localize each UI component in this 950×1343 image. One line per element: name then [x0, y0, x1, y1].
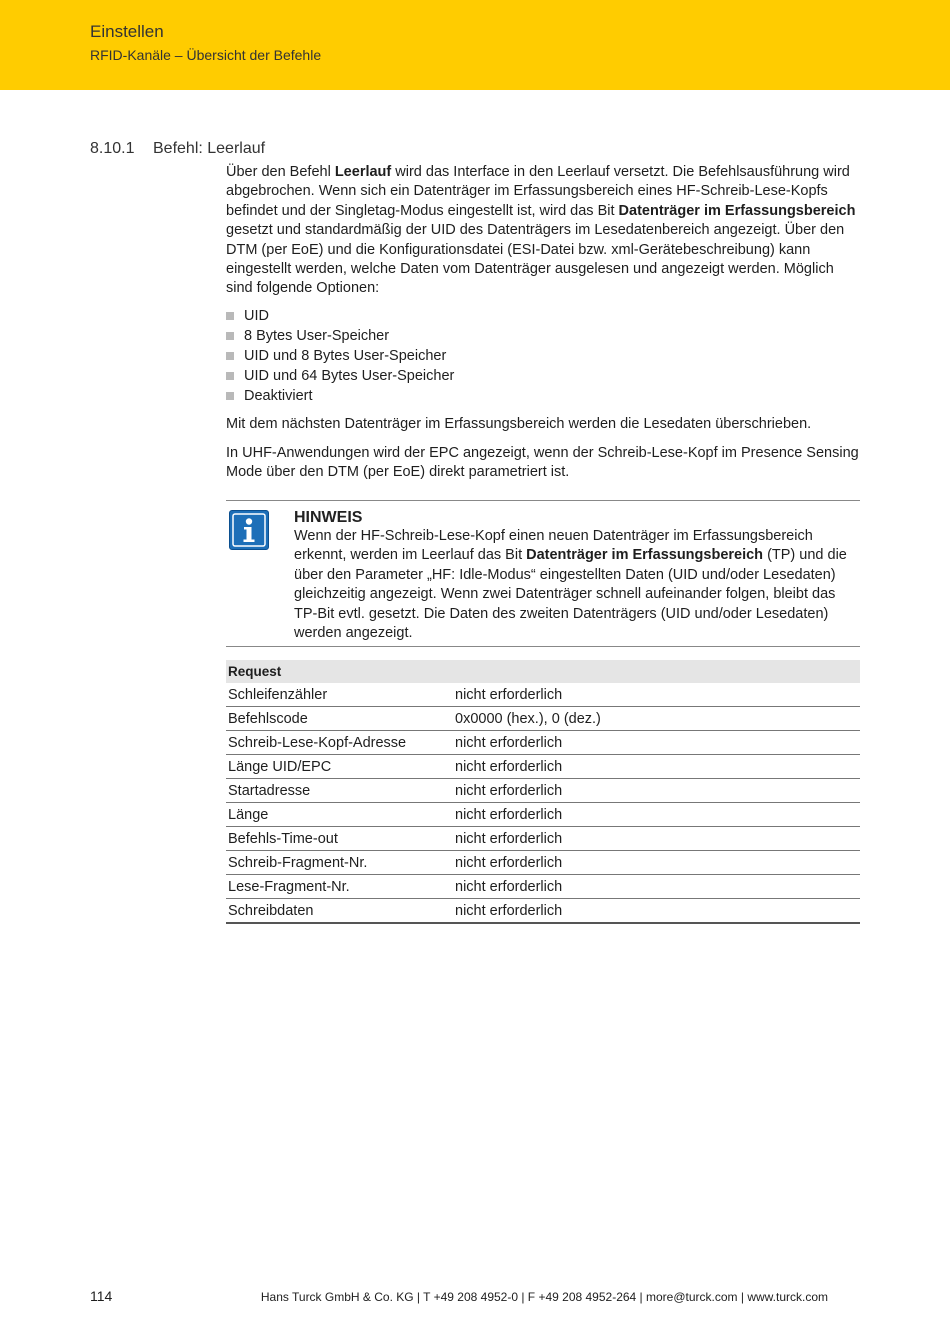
table-header: Request — [226, 660, 860, 683]
table-cell-param: Lese-Fragment-Nr. — [226, 875, 453, 899]
intro-text-3: gesetzt und standardmäßig der UID des Datenträgers im Lesedatenbereich angezeigt. Über den DTM (per EoE) und die Konfigurationsdatei (ESI-Datei bzw. xml-Gerätebeschreibung) kann eingestellt werden, welche Daten vom Datenträger ausgelesen und angezeigt werden. Möglich sind folgende Optionen: — [226, 222, 845, 297]
list-item-label: UID — [244, 308, 269, 324]
note-heading: HINWEIS — [294, 509, 363, 526]
note-text-2: (TP) und die über den Parameter „HF: Idle-Modus“ eingestellten Daten (UID und/oder Lesedaten) gleichzeitig angezeigt. Wenn zwei Datenträger schnell aufeinander folgen, bleibt das TP-Bit evtl. gesetzt. Die Daten des zweiten Datenträgers (UID und/oder Lesedaten) werden angezeigt. — [294, 547, 847, 642]
table-header-row — [226, 660, 860, 683]
table-cell-param: Schleifenzähler — [226, 683, 453, 707]
table-row — [226, 755, 860, 779]
table-row — [226, 803, 860, 827]
paragraph-uhf: In UHF-Anwendungen wird der EPC angezeigt, wenn der Schreib-Lese-Kopf im Presence Sensing Mode über den DTM (per EoE) direkt parametriert ist. — [226, 445, 859, 481]
section-title: Befehl: Leerlauf — [153, 140, 266, 157]
table-row — [226, 731, 860, 755]
bullet-square-icon — [226, 312, 234, 320]
note-box — [226, 500, 860, 647]
paragraph-overwrite: Mit dem nächsten Datenträger im Erfassungsbereich werden die Lesedaten überschrieben. — [226, 416, 812, 432]
header-subtitle: RFID-Kanäle – Übersicht der Befehle — [90, 47, 322, 63]
table-cell-param: Schreibdaten — [226, 899, 453, 924]
table-cell-value: nicht erforderlich — [453, 731, 860, 755]
note-body — [294, 527, 854, 643]
bullet-square-icon — [226, 332, 234, 340]
table-cell-param: Länge UID/EPC — [226, 755, 453, 779]
table-row — [226, 851, 860, 875]
intro-bold-2: Datenträger im Erfassungsbereich — [618, 202, 856, 219]
request-table — [226, 660, 860, 924]
table-cell-value: nicht erforderlich — [453, 827, 860, 851]
table-cell-param: Schreib-Fragment-Nr. — [226, 851, 453, 875]
bullet-square-icon — [226, 352, 234, 360]
table-row — [226, 827, 860, 851]
table-cell-value: nicht erforderlich — [453, 803, 860, 827]
table-cell-value: nicht erforderlich — [453, 899, 860, 924]
list-item — [226, 366, 860, 386]
table-cell-param: Befehls-Time-out — [226, 827, 453, 851]
table-cell-param: Befehlscode — [226, 707, 453, 731]
list-item — [226, 326, 860, 346]
intro-bold-1: Leerlauf — [334, 164, 392, 180]
page-number: 114 — [90, 1288, 113, 1304]
note-bold-1: Datenträger im Erfassungsbereich — [526, 547, 764, 564]
list-item — [226, 346, 860, 366]
section-number: 8.10.1 — [90, 140, 135, 157]
table-cell-param: Schreib-Lese-Kopf-Adresse — [226, 731, 453, 755]
table-cell-param: Länge — [226, 803, 453, 827]
table-cell-value: nicht erforderlich — [453, 875, 860, 899]
table-cell-value: 0x0000 (hex.), 0 (dez.) — [453, 707, 860, 731]
list-item-label: 8 Bytes User-Speicher — [244, 328, 390, 344]
table-row — [226, 875, 860, 899]
page-header — [0, 0, 950, 90]
header-title: Einstellen — [90, 22, 164, 41]
bullet-square-icon — [226, 372, 234, 380]
intro-text-2: wird das Interface in den Leerlauf versetzt. Die Befehlsausführung wird abgebrochen. Wenn sich ein Datenträger im Erfassungsbereich eines HF-Schreib-Lese-Kopfs befindet und der Singletag-Modus eingestellt ist, wird das Bit — [226, 164, 850, 219]
table-cell-value: nicht erforderlich — [453, 779, 860, 803]
list-item — [226, 306, 860, 326]
table-row — [226, 899, 860, 924]
table-row — [226, 707, 860, 731]
table-row — [226, 779, 860, 803]
table-cell-value: nicht erforderlich — [453, 755, 860, 779]
list-item-label: UID und 8 Bytes User-Speicher — [244, 348, 447, 364]
footer-contact: Hans Turck GmbH & Co. KG | T +49 208 4952-0 | F +49 208 4952-264 | more@turck.com | www.turck.com — [260, 1290, 828, 1304]
bullet-square-icon — [226, 392, 234, 400]
table-row — [226, 683, 860, 707]
note-text-1: Wenn der HF-Schreib-Lese-Kopf einen neuen Datenträger im Erfassungsbereich erkennt, werden im Leerlauf das Bit — [294, 528, 813, 564]
table-cell-value: nicht erforderlich — [453, 851, 860, 875]
options-list — [226, 306, 860, 406]
intro-text-1: Über den Befehl — [226, 164, 335, 180]
list-item — [226, 386, 860, 406]
intro-paragraph — [226, 163, 860, 299]
table-cell-value: nicht erforderlich — [453, 683, 860, 707]
list-item-label: Deaktiviert — [244, 388, 313, 404]
info-icon — [229, 510, 269, 550]
table-cell-param: Startadresse — [226, 779, 453, 803]
list-item-label: UID und 64 Bytes User-Speicher — [244, 368, 455, 384]
